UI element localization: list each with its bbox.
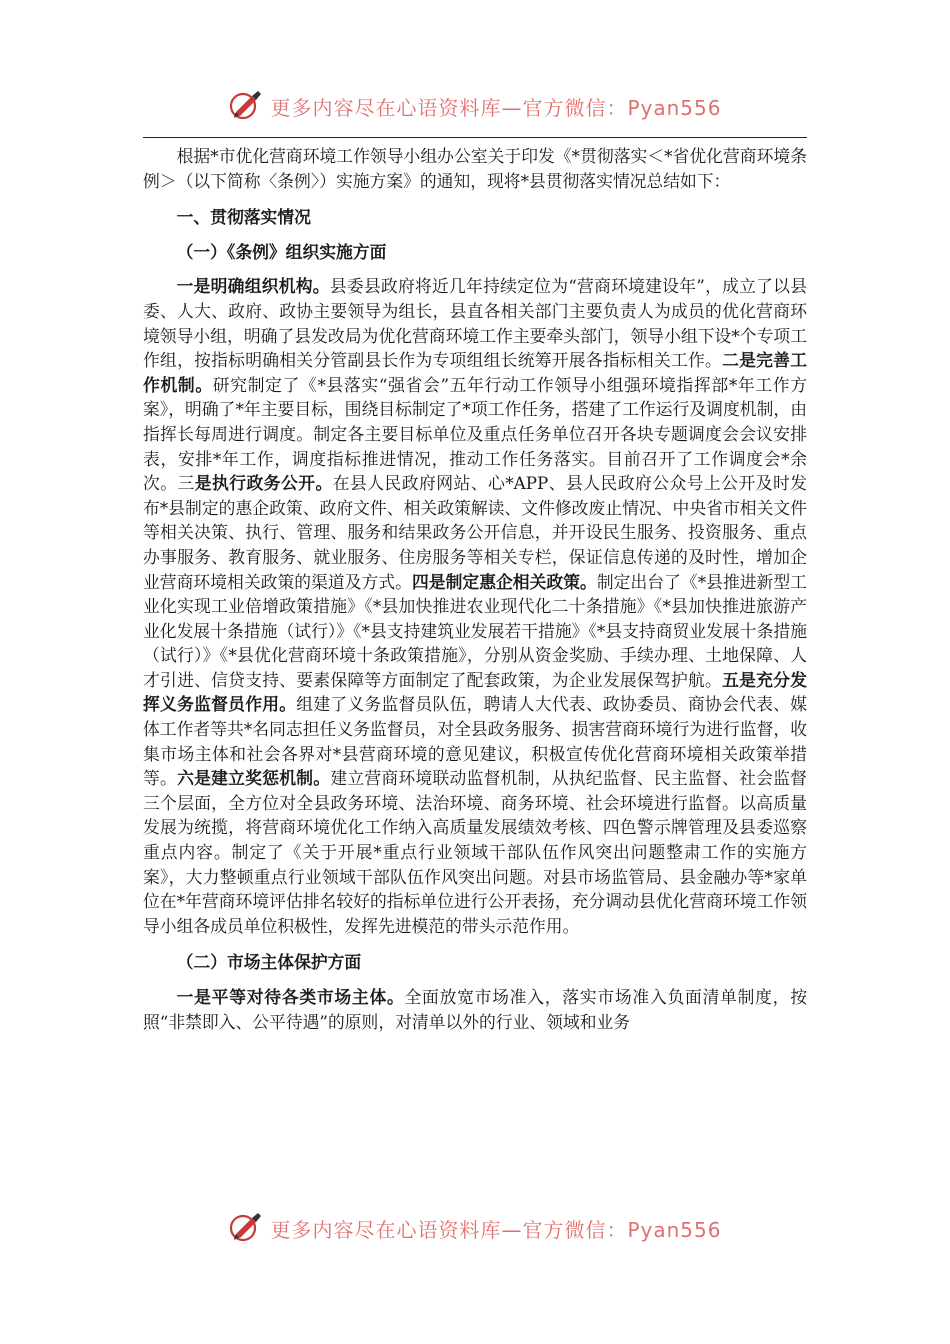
watermark-text: 更多内容尽在心语资料库—官方微信：Pyan556 (270, 95, 722, 120)
intro-paragraph: 根据*市优化营商环境工作领导小组办公室关于印发《*贯彻落实＜*省优化营商环境条例＞（以下简称〈条例〉）实施方案》的通知，现将*县贯彻落实情况总结如下： (143, 146, 807, 191)
point-5-text: 组建了义务监督员队伍，聘请人大代表、政协委员、商协会代表、媒体工作者等共*名同志担任义务监督员，对全县政务服务、损害营商环境行为进行监督，收集市场主体和社会各界对*县营商环境的意见建议，积极宣传优化营商环境相关政策举措等。 (143, 694, 807, 789)
point-5-title: 五是充分发挥义务监督员作用。 (143, 669, 807, 715)
header-rule (143, 137, 807, 138)
point-1-text: 县委县政府将近几年持续定位为“营商环境建设年”，成立了以县委、人大、政府、政协主要领导为组长，县直各相关部门主要负责人为成员的优化营商环境领导小组，明确了县发改局为优化营商环境工作主要牵头部门，领导小组下设*个专项工作组，按指标明确相关分管副县长作为专项组组长统筹开展各指标相关工作。 (143, 276, 807, 371)
market-point-1-text: 全面放宽市场准入，落实市场准入负面清单制度，按照“非禁即入、公平待遇”的原则，对清单以外的行业、领域和业务 (143, 987, 807, 1032)
paragraph-organization (143, 274, 807, 938)
point-4-title: 四是制定惠企相关政策。 (411, 571, 597, 592)
point-4-text: 制定出台了《*县推进新型工业化实现工业倍增政策措施》《*县加快推进农业现代化二十条措施》《*县加快推进旅游产业化发展十条措施（试行）》《*县支持建筑业发展若干措施》《*县支持商贸业发展十条措施（试行）》《*县优化营商环境十条政策措施》，分别从资金奖励、手续办理、土地保障、人才引进、信贷支持、要素保障等方面制定了配套政策，为企业发展保驾护航。 (143, 571, 807, 690)
pen-icon (228, 88, 264, 124)
watermark-banner-bottom (0, 1208, 950, 1248)
subsection-heading-1: （一）《条例》组织实施方面 (176, 241, 387, 262)
point-2-title: 二是完善工作机制。 (143, 350, 807, 395)
pen-icon (228, 1210, 264, 1246)
watermark-banner-top (0, 86, 950, 126)
point-6-text: 建立营商环境联动监督机制，从执纪监督、民主监督、社会监督三个层面，全方位对全县政务环境、法治环境、商务环境、社会环境进行监督。以高质量发展为统揽，将营商环境优化工作纳入高质量发展绩效考核、四色警示牌管理及县委巡察重点内容。制定了《关于开展*重点行业领域干部队伍作风突出问题整肃工作的实施方案》，大力整顿重点行业领域干部队伍作风突出问题。对县市场监管局、县金融办等*家单位在*年营商环境评估排名较好的指标单位进行公开表扬，充分调动县优化营商环境工作领导小组各成员单位积极性，发挥先进模范的带头示范作用。 (143, 768, 807, 936)
document-body (143, 144, 807, 1034)
point-3-text: 在县人民政府网站、心*APP、县人民政府公众号上公开及时发布*县制定的惠企政策、政府文件、相关政策解读、文件修改废止情况、中央省市相关文件等相关决策、执行、管理、服务和结果政务公开信息，并开设民生服务、投资服务、重点办事服务、教育服务、就业服务、住房服务等相关专栏，保证信息传递的及时性，增加企业营商环境相关政策的渠道及方式。 (143, 473, 807, 592)
paragraph-market-protection (143, 985, 807, 1034)
point-1-title: 一是明确组织机构。 (176, 276, 330, 297)
watermark-text: 更多内容尽在心语资料库—官方微信：Pyan556 (270, 1217, 722, 1242)
market-point-1-title: 一是平等对待各类市场主体。 (176, 987, 405, 1007)
point-3-title: 是执行政务公开。 (194, 473, 333, 494)
subsection-heading-2: （二）市场主体保护方面 (176, 952, 362, 973)
point-2-text: 研究制定了《*县落实“强省会”五年行动工作领导小组强环境指挥部*年工作方案》，明确了*年主要目标，围绕目标制定了*项工作任务，搭建了工作运行及调度机制，由指挥长每周进行调度。制定各主要目标单位及重点任务单位召开各块专题调度会会议安排表，安排*年工作，调度指标推进情况，推动工作任务落实。目前召开了工作调度会*余次。三 (143, 374, 807, 494)
point-6-title: 六是建立奖惩机制。 (177, 768, 331, 789)
section-heading-1: 一、贯彻落实情况 (176, 207, 311, 228)
